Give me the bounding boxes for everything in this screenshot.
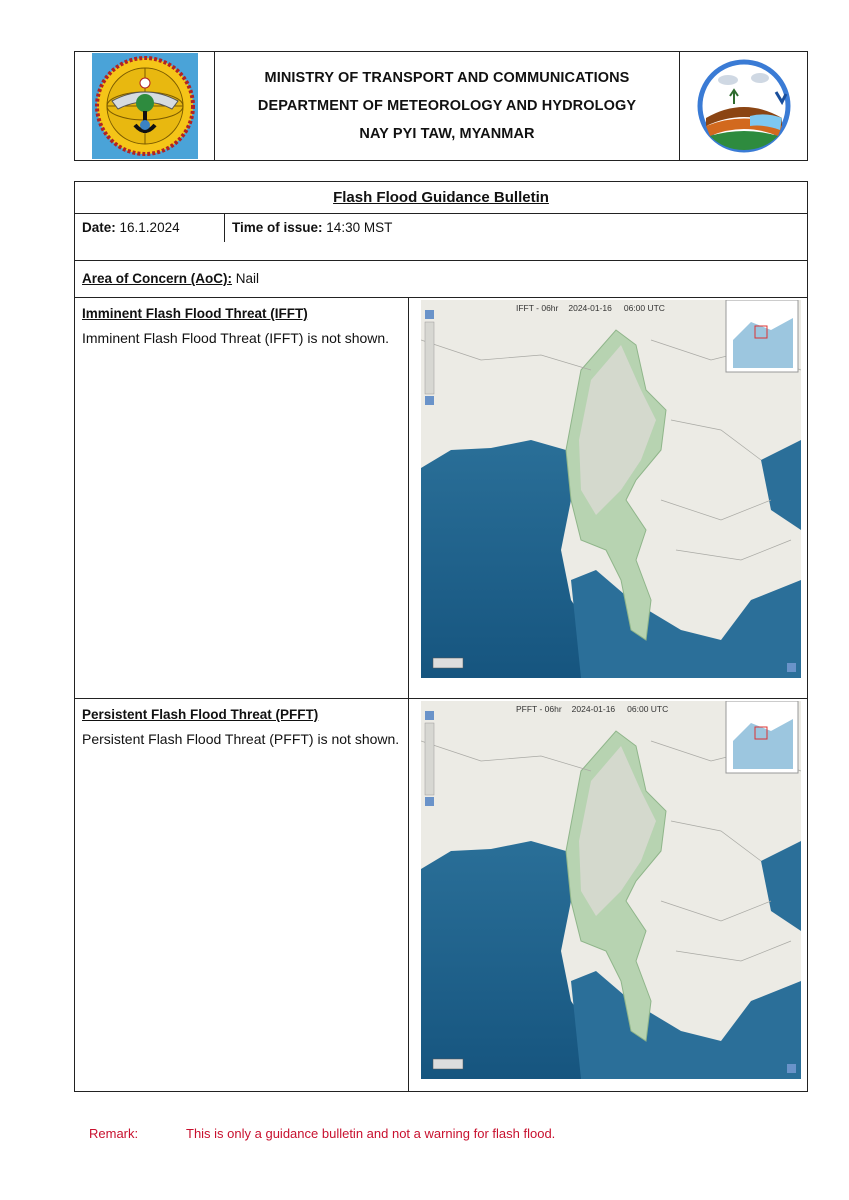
pfft-row [75,699,807,1091]
date-label: Date: [82,220,116,235]
location-name: NAY PYI TAW, MYANMAR [359,126,535,142]
ministry-emblem-logo [75,52,215,160]
remark-text: This is only a guidance bulletin and not a warning for flash flood. [186,1126,556,1141]
letterhead-title [215,52,679,160]
zoom-in-button[interactable] [425,711,434,720]
ifft-row [75,298,807,699]
date-cell [75,214,225,242]
zoom-slider[interactable] [425,723,434,795]
time-cell [232,214,392,242]
pfft-text-cell [75,699,409,1091]
ifft-map-caption: IFFT - 06hr 2024-01-16 06:00 UTC [516,303,665,313]
scale-bar [433,658,463,668]
ifft-map[interactable] [421,300,801,678]
zoom-slider[interactable] [425,322,434,394]
bulletin-title-row [75,182,807,214]
department-name: DEPARTMENT OF METEOROLOGY AND HYDROLOGY [257,98,637,114]
aoc-row [75,261,807,298]
remark-label: Remark: [89,1126,139,1141]
bulletin-table [74,181,808,1092]
zoom-out-button[interactable] [425,396,434,405]
ifft-map-image [421,300,801,678]
ifft-heading: Imminent Flash Flood Threat (IFFT) [82,306,308,321]
time-label: Time of issue: [232,220,323,235]
bulletin-title: Flash Flood Guidance Bulletin [333,189,549,206]
date-row [75,214,807,261]
water-cycle-logo [679,52,807,160]
ministry-name: MINISTRY OF TRANSPORT AND COMMUNICATIONS [264,70,630,86]
ifft-description: Imminent Flash Flood Threat (IFFT) is not shown. [82,330,390,346]
info-button[interactable] [787,663,796,672]
zoom-out-button[interactable] [425,797,434,806]
pfft-map-caption: PFFT - 06hr 2024-01-16 06:00 UTC [516,704,669,714]
info-button[interactable] [787,1064,796,1073]
pfft-map-image [421,701,801,1079]
pfft-map[interactable] [421,701,801,1079]
pfft-description: Persistent Flash Flood Threat (PFFT) is not shown. [82,731,400,747]
scale-bar [433,1059,463,1069]
pfft-heading: Persistent Flash Flood Threat (PFFT) [82,707,319,722]
ifft-text-cell [75,298,409,698]
aoc-value: Nail [235,271,260,286]
aoc-label: Area of Concern (AoC): [82,271,233,286]
time-value: 14:30 MST [326,220,393,235]
zoom-in-button[interactable] [425,310,434,319]
date-value: 16.1.2024 [119,220,180,235]
letterhead [74,51,808,161]
